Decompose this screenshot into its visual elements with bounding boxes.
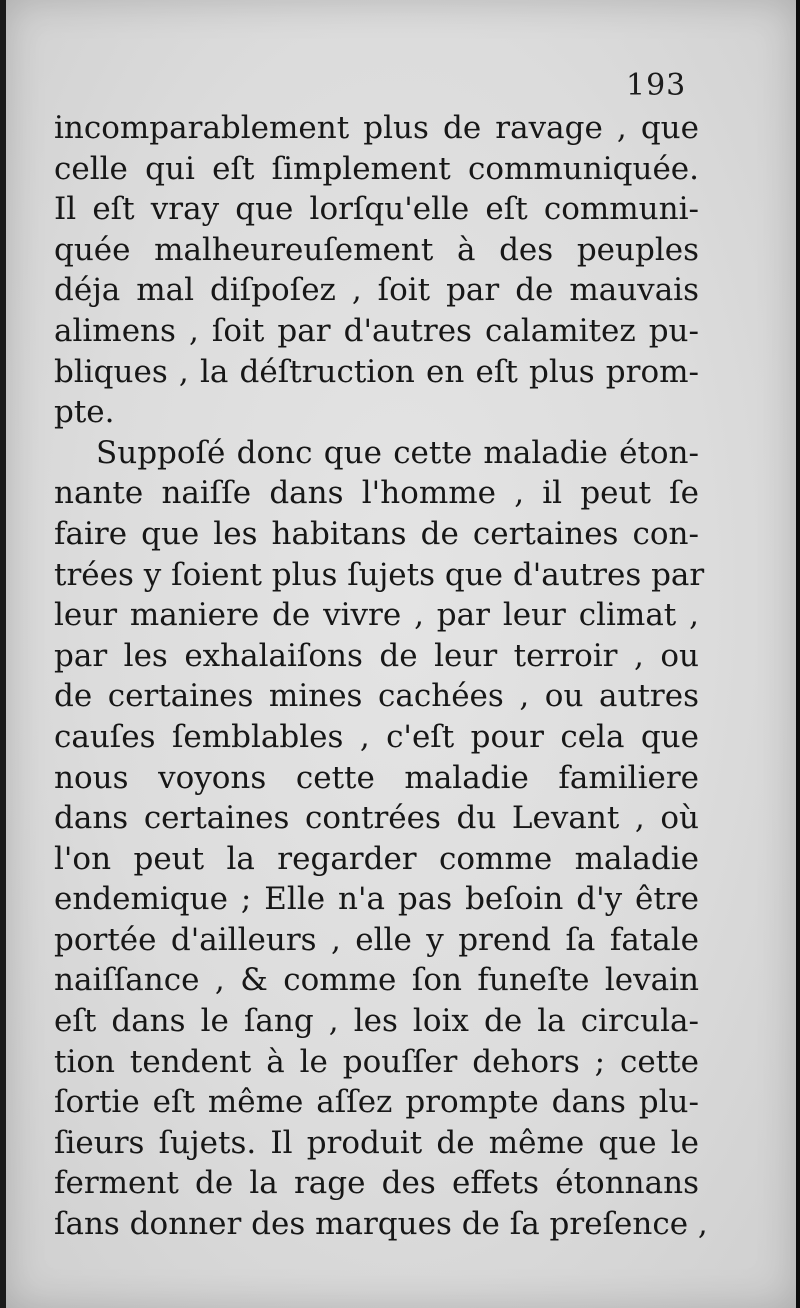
text-line: leur maniere de vivre , par leur climat , [54,597,699,634]
text-line: faire que les habitans de certaines con- [54,515,699,552]
text-line: cauſes ſemblables , c'eſt pour cela que [54,718,699,755]
text-line: ſieurs ſujets. Il produit de même que le [54,1124,699,1161]
page-number: 193 [626,68,687,103]
text-line: bliques , la déſtruction en eſt plus prom- [54,353,699,390]
text-line: nous voyons cette maladie familiere [54,759,699,796]
text-line: quée malheureuſement à des peuples [54,231,699,268]
text-line: naiſſance , & comme ſon funeſte levain [54,962,699,999]
text-line: l'on peut la regarder comme maladie [54,840,699,877]
text-line: Il eſt vray que lorſqu'elle eſt communi- [54,191,699,228]
text-line: endemique ; Elle n'a pas beſoin d'y être [54,881,699,918]
text-line: pte. [54,394,115,431]
text-line: dans certaines contrées du Levant , où [54,800,699,837]
text-line: tion tendent à le pouſſer dehors ; cette [54,1043,699,1080]
text-line: trées y ſoient plus ſujets que d'autres par [54,556,705,593]
text-line: déja mal diſpoſez , ſoit par de mauvais [54,272,699,309]
text-line: de certaines mines cachées , ou autres [54,678,699,715]
text-line: celle qui eſt ſimplement communiquée. [54,150,699,187]
text-line: incomparablement plus de ravage , que [54,110,699,146]
text-line: nante naiſſe dans l'homme , il peut ſe [54,475,699,512]
text-line: ſortie eſt même aſſez prompte dans plu- [54,1084,699,1121]
text-line: eſt dans le ſang , les loix de la circula- [54,1003,699,1040]
paragraph-start-line: Suppoſé donc que cette maladie éton- [96,434,699,471]
text-line: ferment de la rage des effets étonnans [54,1165,699,1202]
page-edge-shadow [796,0,800,1308]
text-line: ſans donner des marques de ſa preſence , [54,1206,708,1243]
body-text [54,108,708,1245]
text-line: alimens , ſoit par d'autres calamitez pu- [54,312,699,349]
text-line: portée d'ailleurs , elle y prend ſa fatale [54,921,699,958]
text-line: par les exhalaiſons de leur terroir , ou [54,637,699,674]
book-page [6,0,796,1308]
